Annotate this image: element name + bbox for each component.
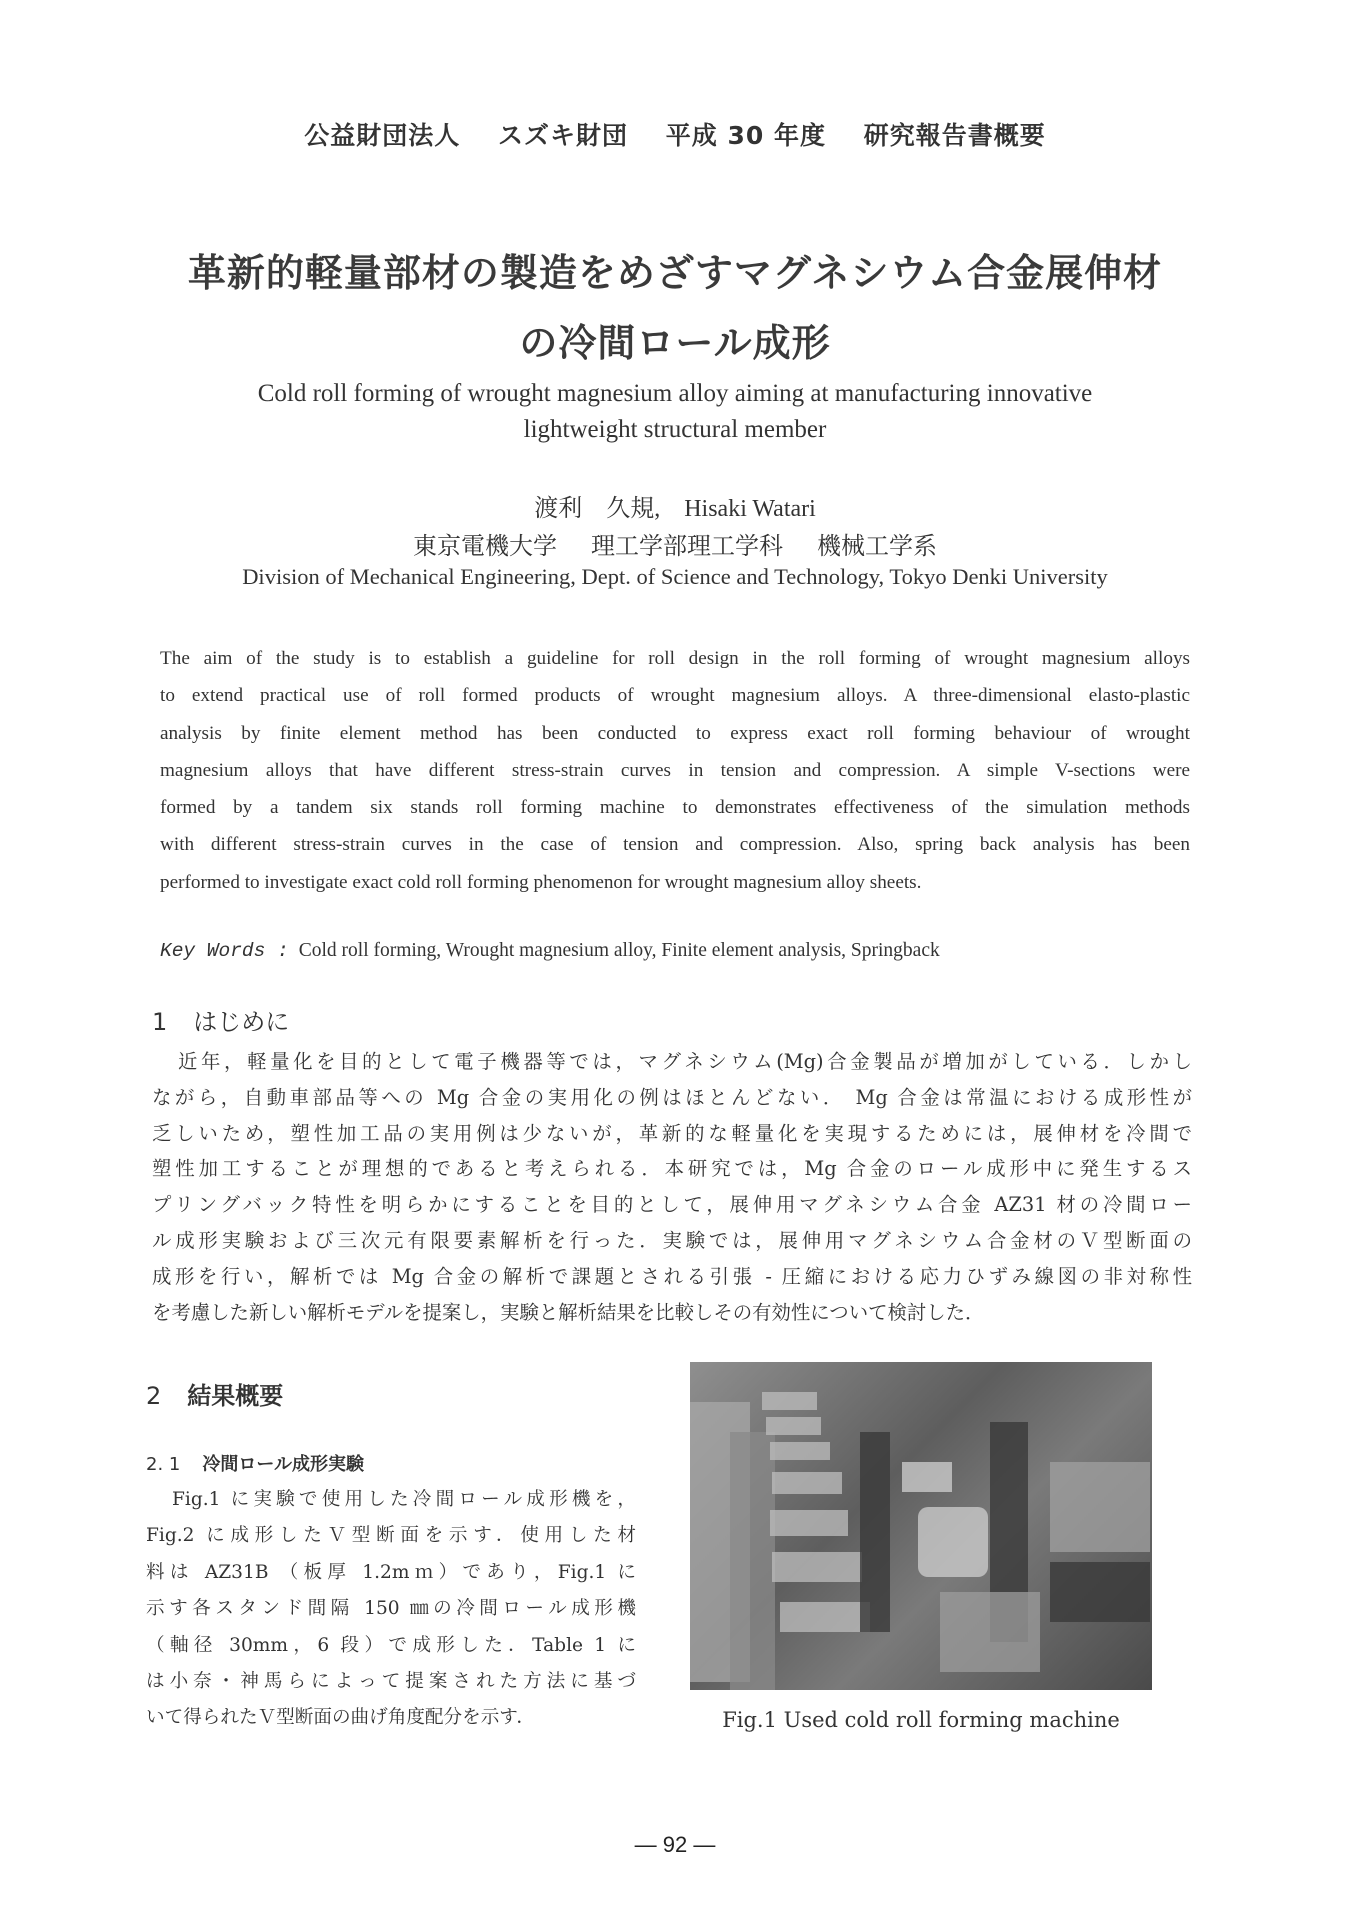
header-foundation: スズキ財団 bbox=[498, 121, 629, 150]
affiliation-department: 機械工学系 bbox=[817, 534, 937, 560]
section-2-1-body bbox=[146, 1482, 636, 1737]
body-line: プリングバック特性を明らかにすることを目的として，展伸用マグネシウム合金 AZ31 材の冷間ロー bbox=[152, 1193, 1192, 1217]
abstract-line: with different stress-strain curves in the case of tension and compression. Also, spring back analysis has been bbox=[160, 834, 1190, 856]
photo-background-machinery bbox=[1050, 1462, 1150, 1552]
keywords bbox=[160, 940, 940, 962]
keywords-text: Cold roll forming, Wrought magnesium alloy, Finite element analysis, Springback bbox=[298, 940, 940, 961]
abstract bbox=[160, 640, 1190, 901]
affiliation-en: Division of Mechanical Engineering, Dept. of Science and Technology, Tokyo Denki University bbox=[242, 564, 1108, 589]
author-name-en: Hisaki Watari bbox=[684, 496, 816, 522]
abstract-line: analysis by finite element method has been conducted to express exact roll forming behaviour of wrought bbox=[160, 722, 1190, 744]
photo-stand-frame bbox=[860, 1432, 890, 1632]
section-2-heading bbox=[146, 1376, 283, 1411]
body-line: 示す各スタンド間隔 150 ㎜の冷間ロール成形機 bbox=[146, 1598, 636, 1620]
title-en-line2: lightweight structural member bbox=[523, 416, 827, 443]
body-line: （軸径 30mm，6 段）で成形した．Table 1 に bbox=[146, 1634, 636, 1656]
body-line: いて得られたＶ型断面の曲げ角度配分を示す． bbox=[146, 1707, 535, 1729]
subsection-title: 冷間ロール成形実験 bbox=[202, 1454, 364, 1475]
affiliation-university: 東京電機大学 bbox=[413, 534, 557, 560]
title-en-line1: Cold roll forming of wrought magnesium alloy aiming at manufacturing innovative bbox=[257, 380, 1093, 407]
body-line: 乏しいため，塑性加工品の実用例は少ないが，革新的な軽量化を実現するためには，展伸材を冷間で bbox=[152, 1121, 1192, 1145]
body-line: を考慮した新しい解析モデルを提案し，実験と解析結果を比較しその有効性について検討した． bbox=[152, 1300, 985, 1324]
body-line: 成形を行い，解析では Mg 合金の解析で課題とされる引張 - 圧縮における応力ひずみ線図の非対称性 bbox=[152, 1264, 1192, 1288]
body-line: 料は AZ31B （板厚 1.2mｍ）であり，Fig.1 に bbox=[146, 1561, 636, 1583]
section-1-body bbox=[152, 1044, 1192, 1330]
photo-roll-shaft bbox=[770, 1442, 830, 1460]
header-organization: 公益財団法人 bbox=[304, 121, 461, 150]
photo-roll-shaft bbox=[772, 1552, 862, 1582]
photo-roll-shaft bbox=[780, 1602, 870, 1632]
body-line: は小奈・神馬らによって提案された方法に基づ bbox=[146, 1671, 636, 1693]
body-line: Fig.1 に実験で使用した冷間ロール成形機を， bbox=[172, 1489, 636, 1510]
section-number: 2 bbox=[146, 1382, 162, 1410]
page-number: ― 92 ― bbox=[634, 1832, 716, 1857]
photo-roll-shaft bbox=[770, 1510, 848, 1536]
photo-gear bbox=[1050, 1562, 1150, 1622]
subsection-number: 2. 1 bbox=[146, 1454, 181, 1475]
header-report-type: 研究報告書概要 bbox=[863, 121, 1046, 150]
body-line: 近年，軽量化を目的として電子機器等では，マグネシウム(Mg)合金製品が増加がしている．しかし bbox=[178, 1050, 1192, 1073]
photo-forming-roll bbox=[902, 1462, 952, 1492]
affiliation-faculty: 理工学部理工学科 bbox=[591, 534, 783, 560]
report-header bbox=[0, 116, 1350, 152]
photo-roll-shaft bbox=[766, 1417, 821, 1435]
abstract-line: to extend practical use of roll formed products of wrought magnesium alloys. A three-dimensional elasto-plastic bbox=[160, 685, 1190, 707]
author-line bbox=[0, 488, 1350, 523]
abstract-line: performed to investigate exact cold roll forming phenomenon for wrought magnesium alloy sheets. bbox=[160, 871, 922, 893]
body-line: 塑性加工することが理想的であると考えられる．本研究では，Mg 合金のロール成形中に発生するス bbox=[152, 1157, 1192, 1181]
keywords-label: Key Words : bbox=[160, 940, 289, 962]
photo-sheet bbox=[940, 1592, 1040, 1672]
figure-1-caption: Fig.1 Used cold roll forming machine bbox=[722, 1708, 1120, 1732]
photo-roll-shaft bbox=[762, 1392, 817, 1410]
title-ja-line1: 革新的軽量部材の製造をめざすマグネシウム合金展伸材 bbox=[187, 251, 1163, 295]
abstract-line: formed by a tandem six stands roll forming machine to demonstrates effectiveness of the simulation methods bbox=[160, 797, 1190, 819]
section-number: 1 bbox=[152, 1008, 168, 1036]
author-name-ja: 渡利 久規, bbox=[534, 496, 661, 522]
photo-roll-shaft bbox=[772, 1472, 842, 1494]
section-title: 結果概要 bbox=[187, 1382, 284, 1410]
body-line: ながら，自動車部品等への Mg 合金の実用化の例はほとんどない． Mg 合金は常温における成形性が bbox=[152, 1085, 1192, 1109]
figure-1-photo-roll-forming-machine bbox=[690, 1362, 1152, 1690]
photo-rail bbox=[730, 1432, 775, 1690]
body-line: ル成形実験および三次元有限要素解析を行った．実験では，展伸用マグネシウム合金材のＶ型断面の bbox=[152, 1228, 1192, 1252]
affiliation-ja bbox=[0, 526, 1350, 561]
title-ja-line2: の冷間ロール成形 bbox=[519, 321, 831, 365]
section-1-heading bbox=[152, 1002, 289, 1037]
section-2-1-heading bbox=[146, 1450, 364, 1476]
abstract-line: magnesium alloys that have different stress-strain curves in tension and compression. A simple V-sections were bbox=[160, 759, 1190, 781]
abstract-line: The aim of the study is to establish a guideline for roll design in the roll forming of wrought magnesium alloys bbox=[160, 648, 1190, 669]
photo-forming-roll bbox=[918, 1507, 988, 1577]
body-line: Fig.2 に成形したＶ型断面を示す．使用した材 bbox=[146, 1525, 636, 1547]
section-title: はじめに bbox=[193, 1008, 290, 1036]
header-year: 平成 30 年度 bbox=[665, 121, 826, 150]
